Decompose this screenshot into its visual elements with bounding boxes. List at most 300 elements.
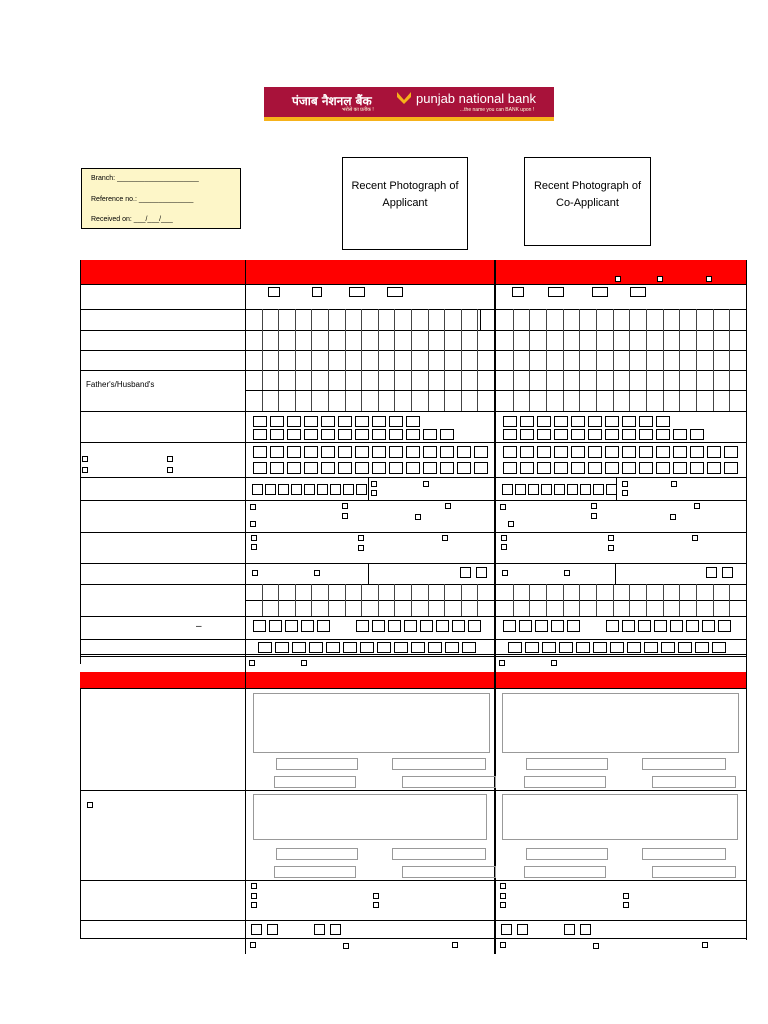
checkbox[interactable] [251,544,257,550]
char-box[interactable] [673,446,687,458]
char-box[interactable] [638,620,651,632]
coapplicant-photo-label: Recent Photograph of Co-Applicant [533,180,642,209]
char-box[interactable] [702,620,715,632]
char-box[interactable] [462,642,476,653]
char-box[interactable] [343,484,354,495]
checkbox[interactable] [593,943,599,949]
char-box[interactable] [270,429,284,440]
received-on-field[interactable]: Received on: ___/___/___ [91,216,173,223]
address-subfield[interactable] [524,776,606,788]
char-box[interactable] [304,429,318,440]
checkbox[interactable] [608,545,614,551]
checkbox[interactable] [657,276,663,282]
char-box[interactable] [503,620,516,632]
address-subfield[interactable] [274,866,356,878]
checkbox[interactable] [250,942,256,948]
char-box[interactable] [639,462,653,474]
char-box[interactable] [519,620,532,632]
char-box[interactable] [520,462,534,474]
char-box[interactable] [517,924,528,935]
checkbox[interactable] [452,942,458,948]
checkbox[interactable] [499,660,505,666]
char-box[interactable] [718,620,731,632]
char-box[interactable] [656,416,670,427]
checkbox[interactable] [252,570,258,576]
char-box[interactable] [270,416,284,427]
char-box[interactable] [622,462,636,474]
char-box[interactable] [474,446,488,458]
char-box[interactable] [567,484,578,495]
char-box[interactable] [606,620,619,632]
char-box[interactable] [265,484,276,495]
char-box[interactable] [253,429,267,440]
checkbox[interactable] [250,504,256,510]
char-box[interactable] [474,462,488,474]
checkbox[interactable] [591,503,597,509]
address-subfield[interactable] [392,758,486,770]
char-box[interactable] [304,484,315,495]
char-box[interactable] [270,462,284,474]
char-box[interactable] [537,462,551,474]
address-subfield[interactable] [642,848,726,860]
address-subfield[interactable] [526,758,608,770]
char-box[interactable] [278,484,289,495]
char-box[interactable] [501,924,512,935]
char-box[interactable] [330,484,341,495]
char-box[interactable] [267,924,278,935]
checkbox[interactable] [445,503,451,509]
char-box[interactable] [423,446,437,458]
char-box[interactable] [253,446,267,458]
checkbox[interactable] [314,570,320,576]
char-box[interactable] [571,416,585,427]
char-box[interactable] [338,429,352,440]
char-box[interactable] [338,462,352,474]
char-cell-divider [295,309,296,330]
checkbox[interactable] [500,504,506,510]
checkbox[interactable] [702,942,708,948]
char-box[interactable] [541,484,552,495]
char-cell-divider [295,584,296,600]
char-box[interactable] [639,416,653,427]
char-cell-divider [461,600,462,616]
char-cell-divider [596,370,597,390]
char-box[interactable] [445,642,459,653]
grid-line [245,600,746,601]
char-box[interactable] [520,429,534,440]
char-box[interactable] [423,462,437,474]
char-box[interactable] [707,446,721,458]
checkbox[interactable] [608,535,614,541]
char-cell-divider [428,390,429,411]
char-box[interactable] [292,642,306,653]
address-subfield[interactable] [276,848,358,860]
char-box[interactable] [389,429,403,440]
char-box[interactable] [537,416,551,427]
char-box[interactable] [321,446,335,458]
char-box[interactable] [355,462,369,474]
char-box[interactable] [576,642,590,653]
char-cell-divider [696,350,697,370]
char-box[interactable] [673,429,687,440]
char-box[interactable] [406,462,420,474]
char-box[interactable] [588,446,602,458]
char-box[interactable] [593,642,607,653]
char-box[interactable] [622,416,636,427]
char-box[interactable] [406,416,420,427]
char-box[interactable] [554,446,568,458]
char-box[interactable] [502,484,513,495]
checkbox[interactable] [371,481,377,487]
char-box[interactable] [269,620,282,632]
char-box[interactable] [317,620,330,632]
char-box[interactable] [605,446,619,458]
char-box[interactable] [724,446,738,458]
applicant-photo-box [342,157,468,250]
char-box[interactable] [287,429,301,440]
address-subfield[interactable] [524,866,606,878]
char-box[interactable] [605,416,619,427]
address-subfield[interactable] [274,776,356,788]
checkbox[interactable] [167,456,173,462]
char-box[interactable] [326,642,340,653]
char-box[interactable] [610,642,624,653]
char-box[interactable] [503,429,517,440]
char-cell-divider [378,600,379,616]
grid-line [80,920,746,921]
char-box[interactable] [356,484,367,495]
char-box[interactable] [309,642,323,653]
char-cell-divider [629,600,630,616]
checkbox[interactable] [251,893,257,899]
char-cell-divider [444,600,445,616]
char-box[interactable] [605,429,619,440]
char-box[interactable] [690,429,704,440]
char-box[interactable] [656,429,670,440]
char-box[interactable] [287,416,301,427]
address-textarea[interactable] [253,794,487,840]
checkbox[interactable] [551,660,557,666]
address-subfield[interactable] [526,848,608,860]
char-box[interactable] [605,462,619,474]
char-box[interactable] [476,567,487,578]
char-box[interactable] [389,446,403,458]
char-box[interactable] [515,484,526,495]
checkbox[interactable] [87,802,93,808]
char-box[interactable] [321,416,335,427]
char-box[interactable] [559,642,573,653]
char-box[interactable] [468,620,481,632]
char-box[interactable] [656,446,670,458]
char-box[interactable] [389,416,403,427]
char-box[interactable] [588,462,602,474]
char-box[interactable] [457,462,471,474]
char-box[interactable] [503,446,517,458]
char-box[interactable] [452,620,465,632]
address-subfield[interactable] [402,866,496,878]
char-box[interactable] [251,924,262,935]
char-box[interactable] [440,429,454,440]
char-box[interactable] [656,462,670,474]
char-box[interactable] [440,446,454,458]
checkbox[interactable] [502,570,508,576]
checkbox[interactable] [500,942,506,948]
checkbox[interactable] [623,902,629,908]
checkbox[interactable] [167,467,173,473]
checkbox[interactable] [694,503,700,509]
checkbox[interactable] [415,514,421,520]
char-box[interactable] [406,446,420,458]
char-box[interactable] [406,429,420,440]
char-box[interactable] [360,642,374,653]
checkbox[interactable] [564,570,570,576]
char-box[interactable] [571,462,585,474]
char-box[interactable] [528,484,539,495]
char-box[interactable] [338,446,352,458]
char-box[interactable] [355,429,369,440]
char-box[interactable] [372,429,386,440]
char-box[interactable] [503,462,517,474]
char-cell-divider [477,309,478,330]
char-box[interactable] [520,446,534,458]
char-box[interactable] [291,484,302,495]
char-box[interactable] [580,924,591,935]
address-subfield[interactable] [642,758,726,770]
char-cell-divider [613,309,614,330]
char-box[interactable] [304,446,318,458]
char-box[interactable] [304,462,318,474]
checkbox[interactable] [342,503,348,509]
checkbox[interactable] [692,535,698,541]
address-subfield[interactable] [652,776,736,788]
char-box[interactable] [554,462,568,474]
char-box[interactable] [622,620,635,632]
char-box[interactable] [356,620,369,632]
char-box[interactable] [258,642,272,653]
char-box[interactable] [508,642,522,653]
title-checkbox[interactable] [349,287,365,297]
checkbox[interactable] [615,276,621,282]
char-box[interactable] [457,446,471,458]
char-box[interactable] [639,429,653,440]
title-checkbox[interactable] [387,287,403,297]
char-box[interactable] [588,416,602,427]
char-box[interactable] [317,484,328,495]
grid-line [80,654,746,655]
title-checkbox[interactable] [268,287,280,297]
char-box[interactable] [275,642,289,653]
char-box[interactable] [330,924,341,935]
char-box[interactable] [551,620,564,632]
checkbox[interactable] [82,467,88,473]
char-box[interactable] [695,642,709,653]
char-box[interactable] [588,429,602,440]
char-box[interactable] [571,446,585,458]
char-box[interactable] [670,620,683,632]
char-box[interactable] [673,462,687,474]
char-box[interactable] [301,620,314,632]
checkbox[interactable] [343,943,349,949]
char-cell-divider [345,330,346,350]
char-box[interactable] [627,642,641,653]
char-box[interactable] [580,484,591,495]
char-cell-divider [428,309,429,330]
char-box[interactable] [338,416,352,427]
char-box[interactable] [285,620,298,632]
checkbox[interactable] [371,490,377,496]
checkbox[interactable] [251,902,257,908]
char-box[interactable] [707,462,721,474]
char-box[interactable] [423,429,437,440]
char-box[interactable] [270,446,284,458]
title-checkbox[interactable] [630,287,646,297]
checkbox[interactable] [250,521,256,527]
char-box[interactable] [253,416,267,427]
checkbox[interactable] [251,535,257,541]
address-subfield[interactable] [652,866,736,878]
char-box[interactable] [287,446,301,458]
char-box[interactable] [436,620,449,632]
checkbox[interactable] [623,893,629,899]
checkbox[interactable] [591,513,597,519]
branch-field[interactable]: Branch: _____________________ [91,175,199,182]
checkbox[interactable] [442,535,448,541]
char-box[interactable] [460,567,471,578]
checkbox[interactable] [251,883,257,889]
checkbox[interactable] [358,545,364,551]
char-box[interactable] [304,416,318,427]
char-box[interactable] [690,446,704,458]
checkbox[interactable] [500,883,506,889]
char-box[interactable] [253,620,266,632]
grid-line [245,260,246,954]
address-subfield[interactable] [392,848,486,860]
address-textarea[interactable] [502,794,738,840]
char-box[interactable] [253,462,267,474]
char-box[interactable] [654,620,667,632]
checkbox[interactable] [249,660,255,666]
checkbox[interactable] [373,893,379,899]
char-box[interactable] [314,924,325,935]
char-box[interactable] [537,429,551,440]
char-box[interactable] [394,642,408,653]
checkbox[interactable] [508,521,514,527]
char-box[interactable] [639,446,653,458]
char-box[interactable] [411,642,425,653]
checkbox[interactable] [501,544,507,550]
address-subfield[interactable] [276,758,358,770]
char-box[interactable] [686,620,699,632]
char-box[interactable] [520,416,534,427]
char-box[interactable] [343,642,357,653]
checkbox[interactable] [706,276,712,282]
checkbox[interactable] [423,481,429,487]
char-box[interactable] [389,462,403,474]
char-box[interactable] [564,924,575,935]
char-box[interactable] [690,462,704,474]
checkbox[interactable] [501,535,507,541]
char-cell-divider [696,600,697,616]
char-box[interactable] [554,429,568,440]
char-box[interactable] [722,567,733,578]
char-box[interactable] [554,416,568,427]
char-cell-divider [345,350,346,370]
char-box[interactable] [321,462,335,474]
char-box[interactable] [287,462,301,474]
char-cell-divider [411,309,412,330]
char-box[interactable] [355,416,369,427]
checkbox[interactable] [342,513,348,519]
title-checkbox[interactable] [548,287,564,297]
checkbox[interactable] [500,893,506,899]
char-box[interactable] [428,642,442,653]
checkbox[interactable] [373,902,379,908]
title-checkbox[interactable] [312,287,322,297]
address-subfield[interactable] [402,776,496,788]
logo-hindi-tagline: भरोसे का प्रतीक ! [342,107,374,113]
char-box[interactable] [593,484,604,495]
char-box[interactable] [706,567,717,578]
checkbox[interactable] [500,902,506,908]
char-box[interactable] [440,462,454,474]
title-checkbox[interactable] [512,287,524,297]
checkbox[interactable] [358,535,364,541]
char-box[interactable] [404,620,417,632]
char-box[interactable] [542,642,556,653]
char-box[interactable] [420,620,433,632]
char-box[interactable] [372,620,385,632]
char-box[interactable] [321,429,335,440]
char-box[interactable] [571,429,585,440]
char-cell-divider [394,330,395,350]
char-box[interactable] [535,620,548,632]
char-box[interactable] [622,446,636,458]
char-box[interactable] [372,416,386,427]
char-box[interactable] [388,620,401,632]
char-cell-divider [295,600,296,616]
char-box[interactable] [644,642,658,653]
char-cell-divider [394,390,395,411]
char-box[interactable] [554,484,565,495]
char-box[interactable] [377,642,391,653]
char-box[interactable] [712,642,726,653]
char-box[interactable] [724,462,738,474]
char-box[interactable] [525,642,539,653]
address-textarea[interactable] [253,693,490,753]
char-box[interactable] [661,642,675,653]
checkbox[interactable] [301,660,307,666]
title-checkbox[interactable] [592,287,608,297]
char-box[interactable] [372,446,386,458]
char-box[interactable] [355,446,369,458]
checkbox[interactable] [622,490,628,496]
grid-line [80,616,746,617]
char-box[interactable] [252,484,263,495]
address-textarea[interactable] [502,693,739,753]
checkbox[interactable] [622,481,628,487]
char-box[interactable] [567,620,580,632]
checkbox[interactable] [82,456,88,462]
char-box[interactable] [678,642,692,653]
checkbox[interactable] [670,514,676,520]
reference-field[interactable]: Reference no.: ______________ [91,196,194,203]
char-box[interactable] [503,416,517,427]
char-box[interactable] [537,446,551,458]
char-box[interactable] [622,429,636,440]
char-box[interactable] [372,462,386,474]
checkbox[interactable] [671,481,677,487]
char-cell-divider [311,309,312,330]
